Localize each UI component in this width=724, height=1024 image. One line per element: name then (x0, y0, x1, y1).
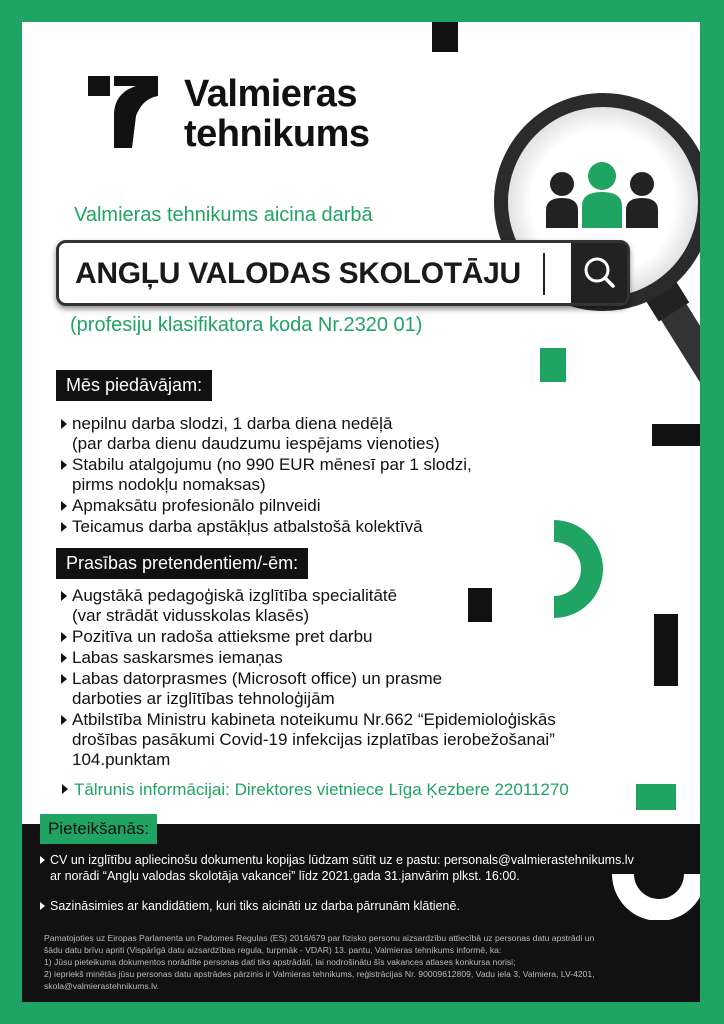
invite-text: Valmieras tehnikums aicina darbā (74, 204, 373, 226)
requirements-list (60, 586, 620, 771)
apply-instruction: CV un izglītību apliecinošu dokumentu kopijas lūdzam sūtīt uz e pastu: personals@valmierastehnikums.lv ar norādi “Angļu valodas skolotāja vakancei” līdz 2021.gada 31.janvārim plkst. 16:00. (40, 852, 640, 884)
legal-notice: Pamatojoties uz Eiropas Parlamenta un Padomes Regulas (ES) 2016/679 par fizisko personu aizsardzību attiecībā uz personas datu apstrādi un šādu datu brīvu apriti (Vispārīgā datu aizsardzības regula, turpmāk - VDAR) 13. pantu, Valmieras tehnikums informē, ka: 1) Jūsu pieteikuma dokumentos norādītie personas dati tiks apstrādāti, lai nodrošinātu šīs vakances atlases konkursa norisi; 2) iepriekš minētās jūsu personas datu apstrādes pārzinis ir Valmieras tehnikums, reģistrācijas Nr. 90009612809, Vadu iela 3, Valmiera, LV-4201, skola@valmierastehnikums.lv. (44, 933, 595, 991)
list-item: Pozitīva un radoša attieksme pret darbu (60, 627, 620, 647)
logo-line-1: Valmieras (184, 73, 357, 115)
list-item: Labas saskarsmes iemaņas (60, 648, 620, 668)
deco-rect-2 (654, 614, 678, 686)
list-item: Labas datorprasmes (Microsoft office) un prasme darboties ar izglītības tehnoloģijām (60, 669, 620, 709)
list-item: Augstākā pedagoģiskā izglītība specialitātē (var strādāt vidusskolas klasēs) (60, 586, 620, 626)
list-item: Stabilu atalgojumu (no 990 EUR mēnesī par 1 slodzi, pirms nodokļu nomaksas) (60, 455, 580, 495)
list-item: nepilnu darba slodzi, 1 darba diena nedēļā (par darba dienu daudzumu iespējams vienoties) (60, 414, 580, 454)
search-icon (571, 243, 627, 303)
logo-line-2: tehnikums (184, 113, 370, 155)
list-item: Atbilstība Ministru kabineta noteikumu Nr.662 “Epidemioloģiskās drošības pasākumi Covid-19 infekcijas izplatības ierobežošanai” 104.punktam (60, 710, 620, 770)
requirements-heading: Prasības pretendentiem/-ēm: (56, 548, 308, 579)
offer-list (60, 414, 580, 538)
deco-square-1 (540, 348, 566, 382)
search-button (571, 243, 627, 303)
deco-bar-right (652, 424, 700, 446)
position-title: ANGĻU VALODAS SKOLOTĀJU (75, 257, 521, 290)
classification-code: (profesiju klasifikatora koda Nr.2320 01) (70, 314, 423, 336)
list-item: Apmaksātu profesionālo pilnveidi (60, 496, 580, 516)
deco-square-2 (636, 784, 676, 810)
list-item: Teicamus darba apstākļus atbalstošā kolektīvā (60, 517, 580, 537)
deco-bar-top (432, 22, 458, 52)
offer-heading: Mēs piedāvājam: (56, 370, 212, 401)
logo-text (184, 74, 370, 154)
position-search-bar (56, 240, 630, 306)
poster (22, 22, 700, 1002)
phone-info: Tālrunis informācijai: Direktores vietniece Līga Ķezbere 22011270 (60, 780, 569, 800)
logo-icon (88, 76, 158, 148)
text-caret (543, 253, 545, 295)
apply-heading: Pieteikšanās: (40, 814, 157, 844)
contact-note: Sazināsimies ar kandidātiem, kuri tiks aicināti uz darba pārrunām klātienē. (40, 898, 600, 914)
